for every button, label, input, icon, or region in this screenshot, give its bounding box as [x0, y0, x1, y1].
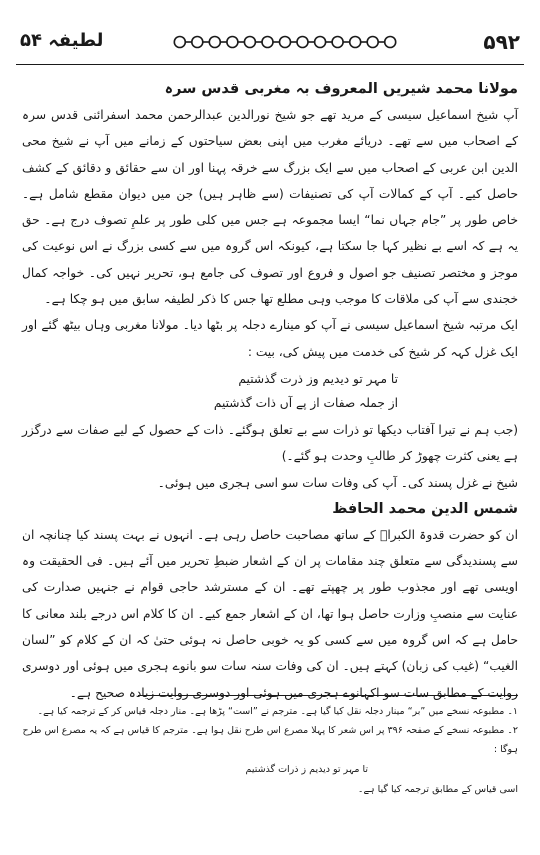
footnote-1: ۱۔ مطبوعہ نسخے میں ”بر“ مینار دجلہ نقل کیا گیا ہے۔ مترجم نے ”است“ پڑھا ہے۔ منار دجلہ قیاس کر کے ترجمہ کیا ہے۔ [37, 706, 518, 717]
header-ornament [171, 30, 399, 54]
paragraph-1: آپ شیخ اسماعیل سیسی کے مرید تھے جو شیخ نورالدین عبدالرحمن محمد اسفرائنی قدس سرہ کے اصحاب میں سے تھے۔ دریائے مغرب میں اپنی بعض سیاحتوں کے زمانے میں آپ نے شیخ محی الدین ابن عربی کے اصحاب میں سے ایک بزرگ سے خرقہ پہنا اور ان سے حقائق و دقائق کے کشف حاصل کیے۔ آپ کے کمالات آپ کی تصنیفات (سے ظاہر ہیں) جن میں دیوان مقطع شامل ہے۔ خاص طور پر ”جام جہاں نما“ ایسا مجموعہ ہے جس میں کلی طور پر علمِ تصوف درج ہے۔ حق یہ ہے کہ اسے بے نظیر کہا جا سکتا ہے، کیونکہ اس گروہ میں سے کسی بزرگ نے اس نوعیت کی موجز و مختصر تصنیف جو اصول و فروع اور تصوف کی جامع ہو، تحریر نہیں کی۔ خواجہ کمال خجندی سے آپ کی ملاقات کا موجب وہی مطلع تھا جس کا ذکر لطیفہ سابق میں ہو چکا ہے۔ [22, 108, 518, 307]
ornament-ring [262, 37, 273, 48]
ornament-ring [209, 37, 220, 48]
ornament-ring [332, 37, 343, 48]
ornament-ring [244, 37, 255, 48]
verse-line-2: از جملہ صفات از پے آں ذات گذشتیم [213, 395, 398, 410]
footnote-verse: تا مہر تو دیدیم ز ذرات گذشتیم [245, 764, 368, 775]
paragraph-5: ان کو حضرت قدوۃ الکبراؒ کے ساتھ مصاحبت حاصل رہی ہے۔ انہوں نے بہت پسند کیا چنانچہ ان سے پسندیدگی سے متعلق چند مقامات پر ان کے اشعار ضبطِ تحریر میں آئے ہیں۔ فی الحقیقت وہ اویسی تھے اور مجذوب طور پر چھپتے تھے۔ ان کے مسترشد حاجی قوام نے جنہیں صدارت کی عنایت سے منصبِ وزارت حاصل ہوا تھا، ان کے اشعار جمع کیے۔ ان کا کلام اس درجے بلند معانی کا حامل ہے کہ اس گروہ میں سے کسی کو یہ خوبی حاصل نہ ہوئی حتیٰ کہ ان کے کلام کو ”لسان الغیب“ (غیب کی زبان) کہتے ہیں۔ ان کی وفات سنہ سات سو بانوے ہجری میں ہوئی اور دوسری روایت کے مطابق سات سو اکہانوے ہجری میں ہوئی اور دوسری روایت زیادہ صحیح ہے۔ [22, 527, 518, 700]
ornament-ring [192, 37, 203, 48]
ornament-ring [367, 37, 378, 48]
ornament-ring [227, 37, 238, 48]
paragraph-2: ایک مرتبہ شیخ اسماعیل سیسی نے آپ کو مینارے دجلہ پر بٹھا دیا۔ مولانا مغربی وہاں بیٹھ گئے اور ایک غزل کہہ کر شیخ کی خدمت میں پیش کی، بیت : [22, 318, 518, 359]
ornament-ring [350, 37, 361, 48]
section-heading-2: شمس الدین محمد الحافظ [332, 500, 518, 517]
section-heading: مولانا محمد شیریں المعروف بہ مغربی قدس سرہ [164, 81, 518, 97]
page-header [16, 26, 524, 58]
ornament-ring [174, 37, 185, 48]
persian-verse [22, 367, 518, 415]
verse-translation: (جب ہم نے تیرا آفتاب دیکھا تو ذرات سے بے تعلق ہوگئے۔ ذات کے حصول کے لیے صفات سے درگزر ہے یعنی کثرت چھوڑ کر طالبِ وحدت ہو گئے۔) [22, 422, 518, 464]
footnotes [22, 702, 518, 799]
article-body [22, 76, 518, 706]
ornament-ring [297, 37, 308, 48]
paragraph-4: شیخ نے غزل پسند کی۔ آپ کی وفات سات سو اسی ہجری میں ہوئی۔ [157, 475, 518, 490]
running-title: لطیفہ ۵۴ [20, 30, 104, 51]
verse-line-1: تا مہر تو دیدیم وز ذرت گذشتیم [238, 371, 398, 386]
footnote-3: اسی قیاس کے مطابق ترجمہ کیا گیا ہے۔ [357, 784, 518, 795]
footnote-rule [138, 695, 518, 696]
footnote-2: ۲۔ مطبوعہ نسخے کے صفحہ ۳۹۶ پر اس شعر کا پہلا مصرع اس طرح نقل ہوا ہے۔ مترجم کا قیاس ہے کہ یہ مصرع اس طرح ہوگا : [22, 725, 518, 755]
header-rule [16, 64, 524, 65]
ornament-ring [280, 37, 291, 48]
page-number: ۵۹۲ [483, 30, 520, 54]
ornament-ring [385, 37, 396, 48]
ornament-ring [315, 37, 326, 48]
